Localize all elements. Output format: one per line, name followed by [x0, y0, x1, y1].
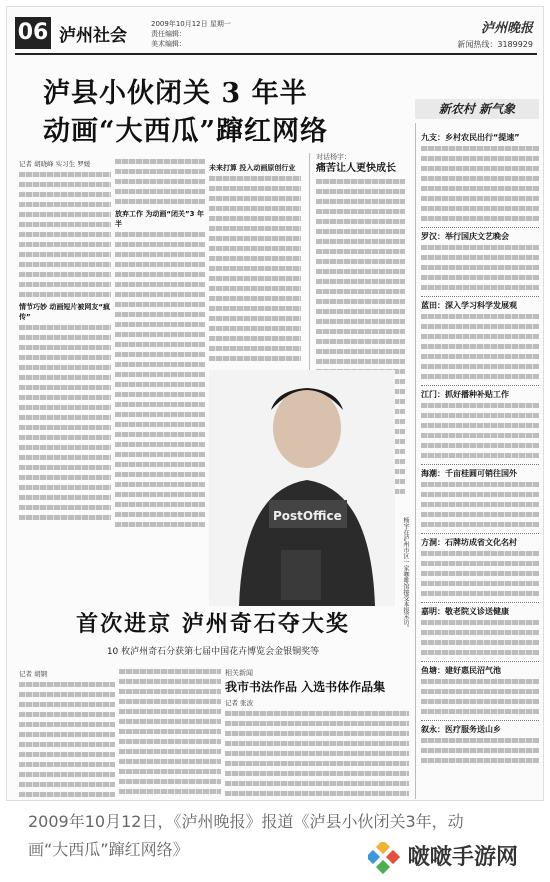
newspaper-page	[6, 6, 544, 801]
right-item-title: 罗汉：举行国庆文艺晚会	[421, 227, 539, 242]
related-news-title: 我市书法作品 入选书体作品集	[225, 680, 386, 694]
right-item-title: 海潮：千亩桂圆可销往国外	[421, 464, 539, 479]
lower-subheadline: 10 枚泸州奇石分获第七届中国花卉博览会金银铜奖等	[106, 647, 320, 657]
interview-kicker: 对话杨宇：	[316, 153, 351, 161]
story-subhead-2: 放弃工作 为动画“闭关”3 年半	[115, 210, 204, 228]
lower-story-column-1	[19, 669, 115, 797]
right-item-title: 方洞：石牌坊成省文化名村	[421, 533, 539, 548]
interview-title: 痛苦让人更快成长	[316, 163, 396, 174]
story-byline: 记者 胡晓峰 实习生 罗媛	[19, 160, 91, 168]
story-subhead-3: 未来打算 投入动画原创行业	[209, 164, 296, 172]
section-title: 泸州社会	[59, 26, 127, 46]
related-news-byline: 记者 张波	[225, 699, 254, 707]
headline-line-1: 泸县小伙闭关 3 年半	[43, 78, 308, 109]
watermark-text: 啵啵手游网	[408, 845, 519, 870]
related-news	[225, 669, 409, 797]
right-item-title: 九支：乡村农民出行“提速”	[421, 133, 520, 142]
page-header	[15, 15, 537, 55]
svg-text:PostOffice: PostOffice	[273, 509, 342, 523]
right-column-banner: 新农村 新气象	[415, 99, 539, 119]
lower-headline: 首次进京 泸州奇石夺大奖	[76, 611, 350, 637]
newspaper-brand: 泸州晚报	[480, 21, 533, 36]
page-meta: 2009年10月12日 星期一 责任编辑： 美术编辑：	[151, 20, 231, 48]
story-subhead-1: 情节巧妙 动画短片被网友“疯传”	[19, 303, 111, 321]
right-item-title: 叙永：医疗服务送山乡	[421, 720, 539, 735]
photo-caption: 杨宇在泸州市区一家咖啡馆接受本报采访。	[402, 517, 409, 631]
page-number: 06	[15, 17, 51, 49]
lower-byline: 记者 胡钢	[19, 670, 48, 678]
right-item-title: 江门：抓好播种补贴工作	[421, 385, 539, 400]
lower-story-column-2	[119, 669, 221, 797]
story-column-3	[209, 159, 301, 369]
right-item-title: 嘉明：敬老院义诊送健康	[421, 602, 539, 617]
watermark-logo	[368, 838, 546, 878]
lower-story-banner	[15, 605, 411, 665]
footer-caption: 2009年10月12日，《泸州晚报》报道《泸县小伙闭关3年，动画“大西瓜”蹿红网络》	[28, 812, 464, 859]
right-column	[415, 123, 539, 799]
diamond-logo-icon	[368, 842, 400, 874]
headline-line-2: 动画“大西瓜”蹿红网络	[43, 116, 329, 147]
related-news-kicker: 相关新闻	[225, 669, 253, 677]
news-photo	[209, 370, 395, 606]
story-column-1	[19, 159, 111, 604]
main-headline	[43, 75, 403, 151]
news-hotline: 新闻热线：3189929	[457, 40, 533, 49]
story-column-2	[115, 159, 205, 604]
right-item-title: 鱼塘：建好惠民沼气池	[421, 661, 539, 676]
right-item-title: 蓝田：深入学习科学发展观	[421, 296, 539, 311]
